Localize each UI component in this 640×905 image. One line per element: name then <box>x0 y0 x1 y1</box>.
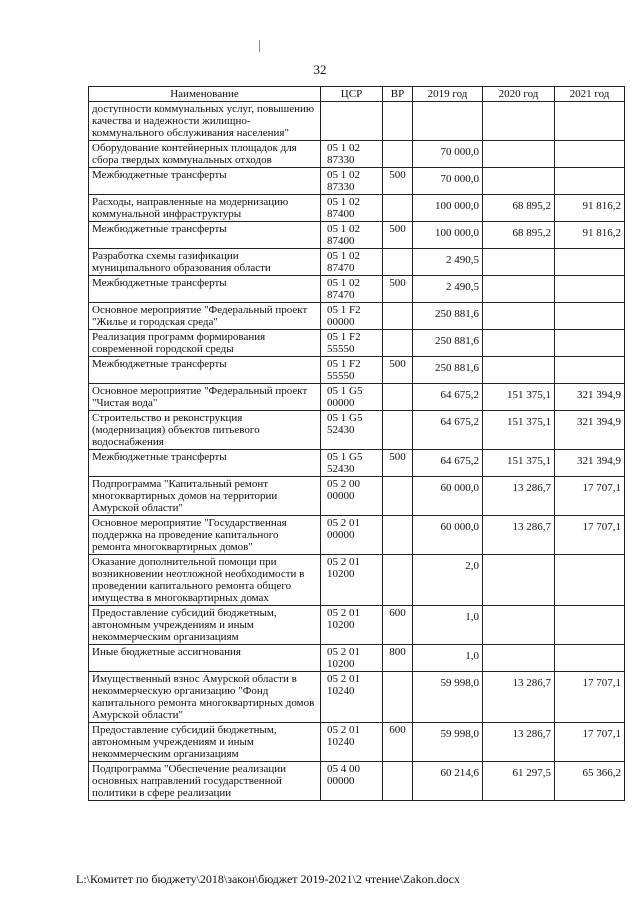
cell-2019: 64 675,2 <box>413 411 483 450</box>
table-row <box>89 555 625 606</box>
cell-vr <box>383 555 413 606</box>
cell-2021 <box>555 606 625 645</box>
cell-csr: 05 1 02 87400 <box>321 222 383 249</box>
table-row <box>89 450 625 477</box>
cell-2021: 65 366,2 <box>555 762 625 801</box>
cell-name: Межбюджетные трансферты <box>89 450 321 477</box>
cell-2021 <box>555 645 625 672</box>
header-csr: ЦСР <box>321 87 383 102</box>
table-row <box>89 303 625 330</box>
header-2021: 2021 год <box>555 87 625 102</box>
cell-vr <box>383 516 413 555</box>
cell-2020 <box>483 606 555 645</box>
scan-mark <box>259 40 260 52</box>
cell-2019: 2 490,5 <box>413 276 483 303</box>
cell-2019: 70 000,0 <box>413 141 483 168</box>
cell-2020: 151 375,1 <box>483 411 555 450</box>
cell-2019: 2,0 <box>413 555 483 606</box>
table-row <box>89 516 625 555</box>
cell-name: Оборудование контейнерных площадок для сбора твердых коммунальных отходов <box>89 141 321 168</box>
cell-csr: 05 1 G5 52430 <box>321 450 383 477</box>
cell-2021 <box>555 555 625 606</box>
cell-name: Иные бюджетные ассигнования <box>89 645 321 672</box>
page-number: 32 <box>313 62 327 77</box>
table-header <box>89 87 625 102</box>
cell-csr: 05 1 G5 00000 <box>321 384 383 411</box>
table-row <box>89 330 625 357</box>
cell-2021: 91 816,2 <box>555 195 625 222</box>
cell-name: Межбюджетные трансферты <box>89 357 321 384</box>
table-row <box>89 222 625 249</box>
cell-2020 <box>483 168 555 195</box>
cell-name: Реализация программ формирования современной городской среды <box>89 330 321 357</box>
table-row <box>89 102 625 141</box>
table-row <box>89 141 625 168</box>
table-row <box>89 276 625 303</box>
cell-2019: 64 675,2 <box>413 384 483 411</box>
cell-2020: 13 286,7 <box>483 723 555 762</box>
cell-2021 <box>555 141 625 168</box>
cell-2019: 250 881,6 <box>413 330 483 357</box>
cell-2020: 151 375,1 <box>483 384 555 411</box>
cell-csr <box>321 102 383 141</box>
cell-csr: 05 1 G5 52430 <box>321 411 383 450</box>
cell-vr <box>383 762 413 801</box>
cell-name: Расходы, направленные на модернизацию коммунальной инфраструктуры <box>89 195 321 222</box>
table-body <box>89 102 625 801</box>
cell-vr: 800 <box>383 645 413 672</box>
cell-2019: 250 881,6 <box>413 357 483 384</box>
cell-2020 <box>483 249 555 276</box>
cell-2020: 61 297,5 <box>483 762 555 801</box>
cell-2021 <box>555 357 625 384</box>
cell-2021: 17 707,1 <box>555 723 625 762</box>
header-row <box>89 87 625 102</box>
cell-name: Основное мероприятие "Государственная поддержка на проведение капитального ремонта многоквартирных домов" <box>89 516 321 555</box>
cell-2020 <box>483 555 555 606</box>
cell-name: Имущественный взнос Амурской области в некоммерческую организацию "Фонд капитального ремонта многоквартирных домов Амурской области" <box>89 672 321 723</box>
cell-2021 <box>555 303 625 330</box>
cell-2021 <box>555 102 625 141</box>
cell-2020 <box>483 357 555 384</box>
cell-name: Предоставление субсидий бюджетным, автономным учреждениям и иным некоммерческим организациям <box>89 606 321 645</box>
cell-vr <box>383 477 413 516</box>
cell-vr: 500 <box>383 357 413 384</box>
cell-csr: 05 1 F2 00000 <box>321 303 383 330</box>
cell-vr: 500 <box>383 276 413 303</box>
cell-2021 <box>555 276 625 303</box>
cell-2021: 321 394,9 <box>555 384 625 411</box>
cell-2019: 60 000,0 <box>413 516 483 555</box>
cell-vr: 600 <box>383 723 413 762</box>
table-row <box>89 672 625 723</box>
table-row <box>89 195 625 222</box>
cell-2020 <box>483 276 555 303</box>
table-row <box>89 249 625 276</box>
cell-name: Межбюджетные трансферты <box>89 222 321 249</box>
cell-2019: 100 000,0 <box>413 195 483 222</box>
table-row <box>89 723 625 762</box>
cell-2019: 59 998,0 <box>413 672 483 723</box>
cell-2020 <box>483 330 555 357</box>
cell-vr: 500 <box>383 222 413 249</box>
cell-vr <box>383 141 413 168</box>
cell-2019: 250 881,6 <box>413 303 483 330</box>
table-row <box>89 645 625 672</box>
header-vr: ВР <box>383 87 413 102</box>
cell-vr <box>383 102 413 141</box>
table-row <box>89 411 625 450</box>
cell-name: Оказание дополнительной помощи при возникновении неотложной необходимости в проведении капитального ремонта общего имущества в многоквартирных домах <box>89 555 321 606</box>
cell-2020 <box>483 645 555 672</box>
table-row <box>89 477 625 516</box>
cell-name: Предоставление субсидий бюджетным, автономным учреждениям и иным некоммерческим организациям <box>89 723 321 762</box>
budget-table <box>88 86 625 801</box>
header-2019: 2019 год <box>413 87 483 102</box>
cell-2021 <box>555 330 625 357</box>
cell-csr: 05 2 01 10240 <box>321 723 383 762</box>
cell-name: Основное мероприятие "Федеральный проект "Чистая вода" <box>89 384 321 411</box>
cell-csr: 05 1 02 87330 <box>321 141 383 168</box>
cell-csr: 05 1 02 87400 <box>321 195 383 222</box>
cell-2019: 60 214,6 <box>413 762 483 801</box>
cell-vr <box>383 411 413 450</box>
cell-name: доступности коммунальных услуг, повышению качества и надежности жилищно-коммунального обслуживания населения" <box>89 102 321 141</box>
cell-csr: 05 2 01 10200 <box>321 606 383 645</box>
cell-2019: 60 000,0 <box>413 477 483 516</box>
table-row <box>89 762 625 801</box>
cell-name: Межбюджетные трансферты <box>89 276 321 303</box>
cell-vr <box>383 672 413 723</box>
cell-2021: 321 394,9 <box>555 450 625 477</box>
cell-csr: 05 1 02 87470 <box>321 276 383 303</box>
cell-csr: 05 2 01 10200 <box>321 555 383 606</box>
cell-2021: 321 394,9 <box>555 411 625 450</box>
cell-vr <box>383 249 413 276</box>
table-row <box>89 606 625 645</box>
cell-2020: 151 375,1 <box>483 450 555 477</box>
cell-2019: 1,0 <box>413 606 483 645</box>
cell-vr <box>383 195 413 222</box>
table-row <box>89 357 625 384</box>
cell-2020 <box>483 303 555 330</box>
cell-2021: 17 707,1 <box>555 672 625 723</box>
cell-csr: 05 1 F2 55550 <box>321 330 383 357</box>
cell-csr: 05 2 00 00000 <box>321 477 383 516</box>
cell-csr: 05 1 F2 55550 <box>321 357 383 384</box>
cell-2021 <box>555 168 625 195</box>
cell-name: Разработка схемы газификации муниципального образования области <box>89 249 321 276</box>
cell-2021: 91 816,2 <box>555 222 625 249</box>
cell-2019: 70 000,0 <box>413 168 483 195</box>
cell-2020 <box>483 102 555 141</box>
cell-csr: 05 2 01 00000 <box>321 516 383 555</box>
cell-csr: 05 2 01 10200 <box>321 645 383 672</box>
cell-vr: 500 <box>383 168 413 195</box>
cell-2020: 68 895,2 <box>483 195 555 222</box>
cell-2020: 13 286,7 <box>483 477 555 516</box>
cell-vr: 500 <box>383 450 413 477</box>
cell-2020: 68 895,2 <box>483 222 555 249</box>
header-2020: 2020 год <box>483 87 555 102</box>
cell-2021 <box>555 249 625 276</box>
cell-csr: 05 1 02 87470 <box>321 249 383 276</box>
cell-2021: 17 707,1 <box>555 477 625 516</box>
cell-vr: 600 <box>383 606 413 645</box>
cell-2019: 64 675,2 <box>413 450 483 477</box>
cell-2019 <box>413 102 483 141</box>
cell-2019: 2 490,5 <box>413 249 483 276</box>
cell-csr: 05 4 00 00000 <box>321 762 383 801</box>
cell-2020: 13 286,7 <box>483 672 555 723</box>
header-name: Наименование <box>89 87 321 102</box>
cell-csr: 05 1 02 87330 <box>321 168 383 195</box>
cell-name: Межбюджетные трансферты <box>89 168 321 195</box>
cell-name: Основное мероприятие "Федеральный проект "Жилье и городская среда" <box>89 303 321 330</box>
cell-vr <box>383 303 413 330</box>
cell-name: Подпрограмма "Обеспечение реализации основных направлений государственной политики в сфере реализации <box>89 762 321 801</box>
cell-2019: 1,0 <box>413 645 483 672</box>
table-row <box>89 384 625 411</box>
table-row <box>89 168 625 195</box>
cell-2020 <box>483 141 555 168</box>
cell-vr <box>383 330 413 357</box>
footer-file-path: L:\Комитет по бюджету\2018\закон\бюджет 2019-2021\2 чтение\Zakon.docx <box>76 872 460 886</box>
cell-name: Подпрограмма "Капитальный ремонт многоквартирных домов на территории Амурской области" <box>89 477 321 516</box>
cell-2019: 100 000,0 <box>413 222 483 249</box>
cell-csr: 05 2 01 10240 <box>321 672 383 723</box>
cell-2020: 13 286,7 <box>483 516 555 555</box>
cell-2021: 17 707,1 <box>555 516 625 555</box>
cell-2019: 59 998,0 <box>413 723 483 762</box>
cell-name: Строительство и реконструкция (модернизация) объектов питьевого водоснабжения <box>89 411 321 450</box>
cell-vr <box>383 384 413 411</box>
